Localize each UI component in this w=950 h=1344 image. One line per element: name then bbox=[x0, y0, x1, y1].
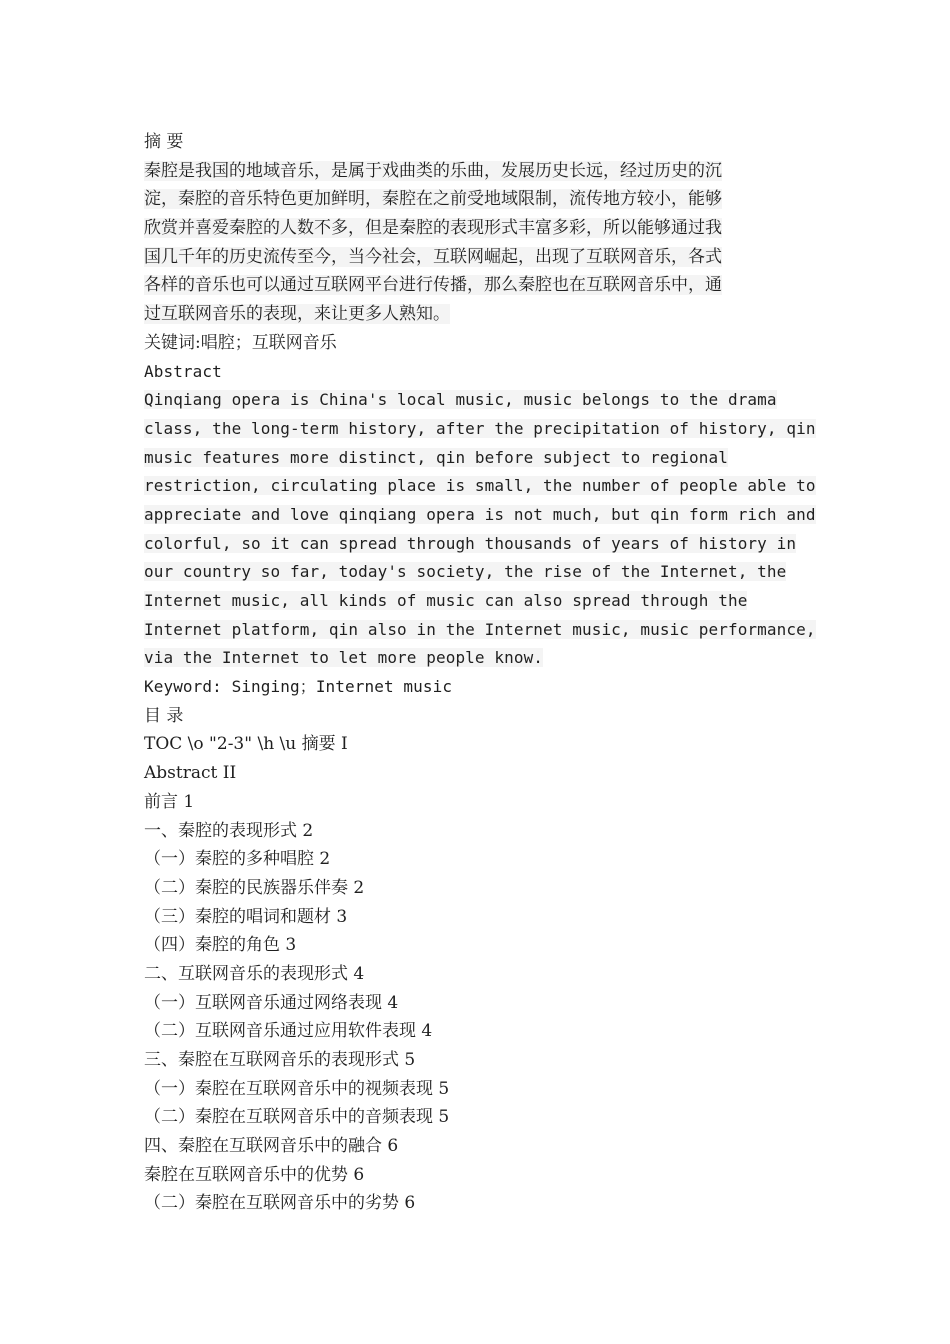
abstract-cn-line: 过互联网音乐的表现，来让更多人熟知。 bbox=[144, 304, 450, 325]
toc-entry[interactable]: （一）互联网音乐通过网络表现 4 bbox=[144, 992, 399, 1013]
toc-entry[interactable]: Abstract II bbox=[144, 763, 237, 784]
toc-entry[interactable]: 前言 1 bbox=[144, 791, 195, 812]
toc-entry[interactable]: 一、秦腔的表现形式 2 bbox=[144, 820, 314, 841]
abstract-en-line: restriction, circulating place is small, the number of people able to bbox=[144, 476, 816, 496]
abstract-en-heading: Abstract bbox=[144, 361, 222, 381]
abstract-cn-line: 欣赏并喜爱秦腔的人数不多，但是秦腔的表现形式丰富多彩，所以能够通过我 bbox=[144, 218, 722, 239]
abstract-cn-line: 国几千年的历史流传至今，当今社会，互联网崛起，出现了互联网音乐，各式 bbox=[144, 246, 722, 267]
abstract-en-line: music features more distinct, qin before subject to regional bbox=[144, 447, 728, 467]
abstract-cn-heading: 摘 要 bbox=[144, 132, 184, 152]
abstract-en-keywords: Keyword: Singing；Internet music bbox=[144, 677, 453, 697]
abstract-cn-body bbox=[144, 157, 824, 329]
abstract-en-line: colorful, so it can spread through thousands of years of history in bbox=[144, 533, 797, 553]
abstract-cn-line: 淀，秦腔的音乐特色更加鲜明，秦腔在之前受地域限制，流传地方较小，能够 bbox=[144, 189, 722, 210]
toc-entry[interactable]: （二）秦腔的民族器乐伴奏 2 bbox=[144, 877, 365, 898]
toc-entry[interactable]: （二）秦腔在互联网音乐中的音频表现 5 bbox=[144, 1107, 450, 1128]
toc-entry[interactable]: （二）秦腔在互联网音乐中的劣势 6 bbox=[144, 1193, 416, 1214]
abstract-en-line: via the Internet to let more people know. bbox=[144, 648, 544, 668]
abstract-en-line: appreciate and love qinqiang opera is not much, but qin form rich and bbox=[144, 504, 816, 524]
document-content bbox=[144, 128, 824, 1218]
abstract-en-line: Qinqiang opera is China's local music, music belongs to the drama bbox=[144, 390, 777, 410]
abstract-cn-line: 各样的音乐也可以通过互联网平台进行传播，那么秦腔也在互联网音乐中，通 bbox=[144, 275, 722, 296]
toc-entry[interactable]: 二、互联网音乐的表现形式 4 bbox=[144, 963, 365, 984]
abstract-en-line: Internet platform, qin also in the Internet music, music performance, bbox=[144, 619, 816, 639]
toc-entry[interactable]: 四、秦腔在互联网音乐中的融合 6 bbox=[144, 1136, 399, 1157]
table-of-contents bbox=[144, 730, 824, 1218]
toc-heading: 目 录 bbox=[144, 705, 184, 726]
abstract-en-line: Internet music, all kinds of music can also spread through the bbox=[144, 591, 748, 610]
abstract-cn-keywords: 关键词:唱腔；互联网音乐 bbox=[144, 332, 337, 353]
abstract-en-line: our country so far, today's society, the rise of the Internet, the bbox=[144, 562, 787, 582]
abstract-en-body bbox=[144, 386, 824, 673]
toc-entry[interactable]: （四）秦腔的角色 3 bbox=[144, 935, 297, 956]
toc-entry[interactable]: （二）互联网音乐通过应用软件表现 4 bbox=[144, 1021, 433, 1042]
toc-entry[interactable]: TOC \o "2-3" \h \u 摘要 I bbox=[144, 734, 348, 755]
toc-entry[interactable]: 三、秦腔在互联网音乐的表现形式 5 bbox=[144, 1050, 416, 1070]
abstract-en-line: class, the long-term history, after the precipitation of history, qin bbox=[144, 418, 816, 438]
toc-entry[interactable]: （一）秦腔的多种唱腔 2 bbox=[144, 849, 331, 870]
toc-entry[interactable]: （三）秦腔的唱词和题材 3 bbox=[144, 906, 348, 927]
abstract-cn-line: 秦腔是我国的地域音乐，是属于戏曲类的乐曲，发展历史长远，经过历史的沉 bbox=[144, 160, 722, 181]
toc-entry[interactable]: 秦腔在互联网音乐中的优势 6 bbox=[144, 1164, 365, 1185]
toc-entry[interactable]: （一）秦腔在互联网音乐中的视频表现 5 bbox=[144, 1078, 450, 1099]
